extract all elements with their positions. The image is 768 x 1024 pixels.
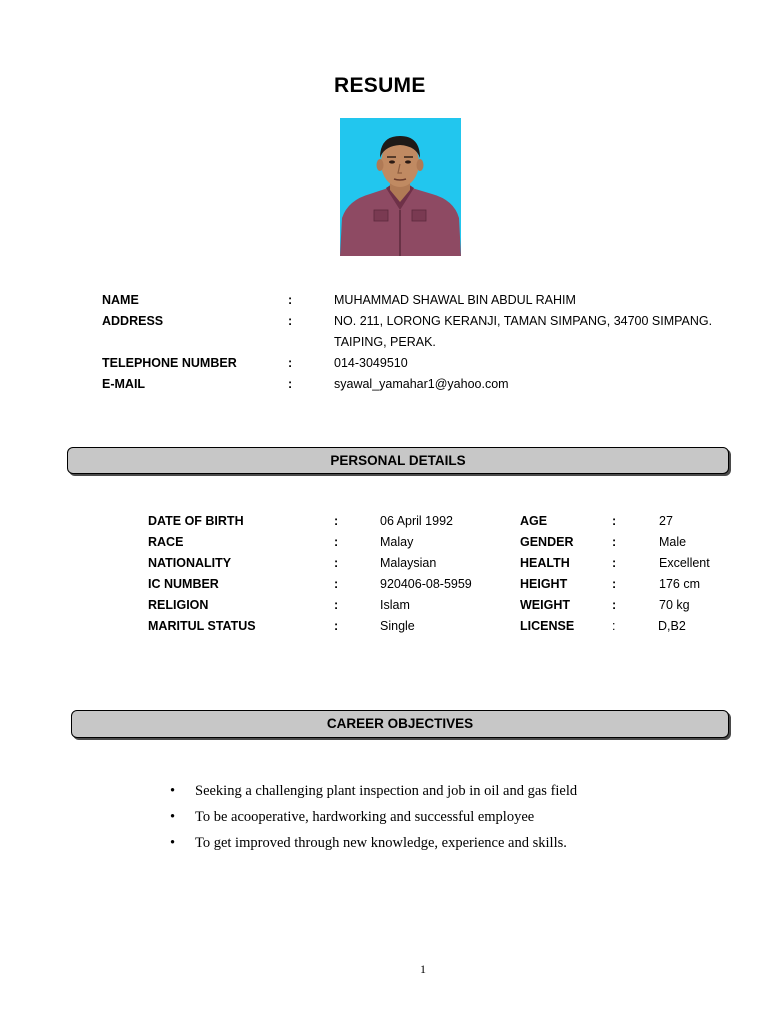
detail-label: HEIGHT: [520, 577, 568, 591]
detail-colon: :: [334, 598, 339, 612]
detail-value: 920406-08-5959: [380, 577, 472, 591]
address-colon: :: [288, 314, 293, 328]
address-value-line1: NO. 211, LORONG KERANJI, TAMAN SIMPANG, 34700 SIMPANG.: [334, 314, 713, 328]
detail-label: MARITUL STATUS: [148, 619, 256, 633]
detail-value: Male: [659, 535, 687, 549]
detail-label: NATIONALITY: [148, 556, 232, 570]
detail-value: 70 kg: [659, 598, 690, 612]
detail-value: 06 April 1992: [380, 514, 453, 528]
detail-colon: :: [612, 535, 617, 549]
detail-value: Malaysian: [380, 556, 437, 570]
page-number: 1: [420, 962, 426, 976]
list-item: [170, 809, 534, 826]
detail-label: DATE OF BIRTH: [148, 514, 244, 528]
detail-value: Excellent: [659, 556, 710, 570]
detail-label: HEALTH: [520, 556, 570, 570]
profile-photo: [340, 118, 461, 256]
telephone-value: 014-3049510: [334, 356, 408, 370]
telephone-colon: :: [288, 356, 293, 370]
detail-value: D,B2: [658, 619, 686, 633]
bullet-icon: •: [170, 835, 176, 851]
name-label: NAME: [102, 293, 139, 307]
address-label: ADDRESS: [102, 314, 164, 328]
detail-label: WEIGHT: [520, 598, 570, 612]
detail-colon: :: [612, 619, 616, 633]
career-objectives-heading: CAREER OBJECTIVES: [326, 716, 474, 731]
detail-value: 176 cm: [659, 577, 700, 591]
detail-colon: :: [612, 577, 617, 591]
objective-text: To be acooperative, hardworking and successful employee: [195, 809, 535, 825]
detail-value: Single: [380, 619, 415, 633]
bullet-icon: •: [170, 809, 176, 825]
objective-text: To get improved through new knowledge, experience and skills.: [195, 835, 567, 851]
personal-details-header: [67, 447, 729, 474]
name-colon: :: [288, 293, 293, 307]
detail-value: 27: [659, 514, 673, 528]
detail-colon: :: [334, 577, 339, 591]
resume-title: RESUME: [334, 74, 426, 97]
personal-details-heading: PERSONAL DETAILS: [330, 453, 466, 468]
detail-label: IC NUMBER: [148, 577, 219, 591]
detail-label: RACE: [148, 535, 184, 549]
detail-colon: :: [612, 598, 617, 612]
detail-colon: :: [334, 535, 339, 549]
address-value-line2: TAIPING, PERAK.: [334, 335, 436, 349]
objective-text: Seeking a challenging plant inspection and job in oil and gas field: [195, 783, 578, 799]
list-item: [170, 783, 577, 800]
detail-colon: :: [334, 619, 339, 633]
detail-colon: :: [334, 514, 339, 528]
detail-label: GENDER: [520, 535, 574, 549]
list-item: [170, 835, 567, 852]
detail-colon: :: [334, 556, 339, 570]
email-value: syawal_yamahar1@yahoo.com: [334, 377, 509, 391]
email-colon: :: [288, 377, 293, 391]
detail-label: AGE: [520, 514, 548, 528]
name-value: MUHAMMAD SHAWAL BIN ABDUL RAHIM: [334, 293, 576, 307]
detail-label: LICENSE: [520, 619, 575, 633]
bullet-icon: •: [170, 783, 176, 799]
email-label: E-MAIL: [102, 377, 146, 391]
career-objectives-header: [71, 710, 729, 738]
detail-label: RELIGION: [148, 598, 209, 612]
detail-colon: :: [612, 514, 617, 528]
detail-value: Malay: [380, 535, 414, 549]
detail-value: Islam: [380, 598, 410, 612]
telephone-label: TELEPHONE NUMBER: [102, 356, 237, 370]
detail-colon: :: [612, 556, 617, 570]
